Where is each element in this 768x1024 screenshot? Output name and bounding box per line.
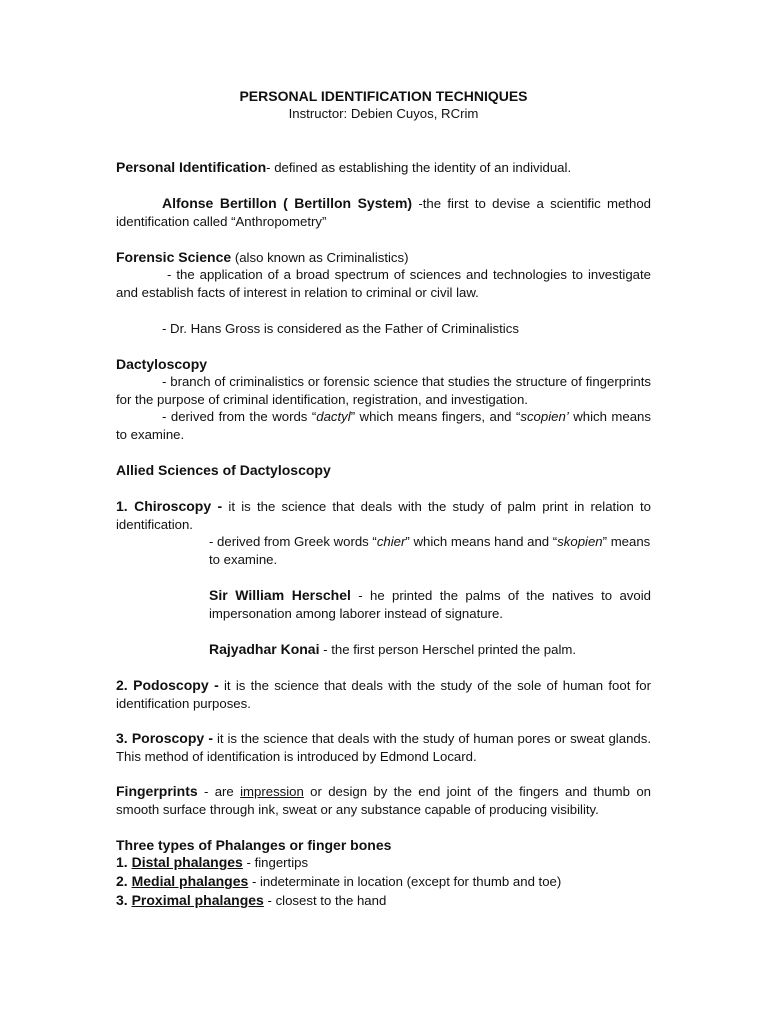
podoscopy-def: it is the science that deals with the study of the sole of human foot for identification purposes. [116, 678, 651, 711]
herschel-def: - he printed the palms of the natives to avoid impersonation among laborer instead of signature. [209, 588, 651, 621]
chier-word: chier [376, 534, 406, 549]
personal-id-term: Personal Identification [116, 159, 267, 175]
hans-gross-line: - Dr. Hans Gross is considered as the Father of Criminalistics [162, 321, 519, 336]
herschel-paragraph [209, 586, 651, 623]
fingerprints-paragraph [116, 782, 651, 819]
list-number: 3. [116, 892, 132, 908]
bertillon-term: Alfonse Bertillon ( Bertillon System) [162, 195, 413, 211]
document-header [116, 87, 651, 123]
impression-word: impression [240, 784, 304, 799]
list-number: 1. [116, 854, 132, 870]
poroscopy-paragraph [116, 729, 651, 766]
podoscopy-term: 2. Podoscopy - [116, 677, 219, 693]
phalanx-desc: - fingertips [242, 855, 309, 870]
dactyloscopy-heading: Dactyloscopy [116, 356, 208, 372]
chiroscopy-paragraph [116, 497, 651, 534]
dactyloscopy-def1 [116, 373, 651, 409]
konai-name: Rajyadhar Konai [209, 641, 320, 657]
skopien-word: skopien [557, 534, 603, 549]
konai-def: - the first person Herschel printed the palm. [319, 642, 577, 657]
forensic-def: - the application of a broad spectrum of sciences and technologies to investigate and establish facts of interest in relation to criminal or civil law. [116, 267, 651, 300]
phalanx-desc: - indeterminate in location (except for thumb and toe) [248, 874, 562, 889]
poroscopy-def: it is the science that deals with the study of human pores or sweat glands. This method of identification is introduced by Edmond Locard. [116, 731, 651, 764]
poroscopy-term: 3. Poroscopy - [116, 730, 214, 746]
list-item [116, 872, 651, 891]
dactyloscopy-def1-text: - branch of criminalistics or forensic science that studies the structure of fingerprints for the purpose of criminal identification, registration, and investigation. [116, 374, 651, 407]
list-item [116, 853, 651, 872]
instructor-line: Instructor: Debien Cuyos, RCrim [288, 106, 479, 121]
allied-sciences-heading: Allied Sciences of Dactyloscopy [116, 462, 331, 478]
dactyl-derivation-text-3: which means to examine. [116, 409, 651, 442]
forensic-term: Forensic Science [116, 249, 232, 265]
chier-derivation-text: - derived from Greek words “ [209, 534, 377, 549]
forensic-aka: (also known as Criminalistics) [231, 250, 409, 265]
phalanx-desc: - closest to the hand [263, 893, 387, 908]
bertillon-def: -the first to devise a scientific method identification called “Anthropometry” [116, 196, 651, 229]
forensic-definition [116, 266, 651, 302]
dactyl-derivation-text: - derived from the words “ [162, 409, 317, 424]
chiroscopy-def: it is the science that deals with the study of palm print in relation to identification. [116, 499, 651, 532]
phalanx-name: Distal phalanges [131, 854, 243, 870]
chiroscopy-derivation [209, 533, 651, 569]
fingerprints-term: Fingerprints [116, 783, 198, 799]
list-number: 2. [116, 873, 132, 889]
chier-derivation-text-2: ” which means hand and “ [405, 534, 558, 549]
forensic-heading-line [116, 248, 651, 267]
list-item [116, 891, 651, 910]
phalanges-list [116, 853, 651, 910]
chier-derivation-text-3: ” means to examine. [209, 534, 651, 567]
chiroscopy-term: 1. Chiroscopy - [116, 498, 223, 514]
phalanges-heading: Three types of Phalanges or finger bones [116, 837, 392, 853]
scopien-word: scopien’ [520, 409, 569, 424]
dactyloscopy-def2 [116, 408, 651, 444]
phalanx-name: Proximal phalanges [131, 892, 264, 908]
konai-paragraph [209, 640, 651, 659]
phalanx-name: Medial phalanges [131, 873, 249, 889]
dactyl-word: dactyl [316, 409, 351, 424]
personal-id-paragraph [116, 158, 651, 177]
bertillon-paragraph [116, 194, 651, 231]
herschel-name: Sir William Herschel [209, 587, 351, 603]
personal-id-def: - defined as establishing the identity of an individual. [266, 160, 572, 175]
dactyl-derivation-text-2: ” which means fingers, and “ [350, 409, 521, 424]
fingerprints-text-2: or design by the end joint of the fingers and thumb on smooth surface through ink, sweat or any substance capable of producing visibility. [116, 784, 651, 817]
document-title: PERSONAL IDENTIFICATION TECHNIQUES [239, 88, 528, 104]
fingerprints-text: - are [197, 784, 241, 799]
podoscopy-paragraph [116, 676, 651, 713]
